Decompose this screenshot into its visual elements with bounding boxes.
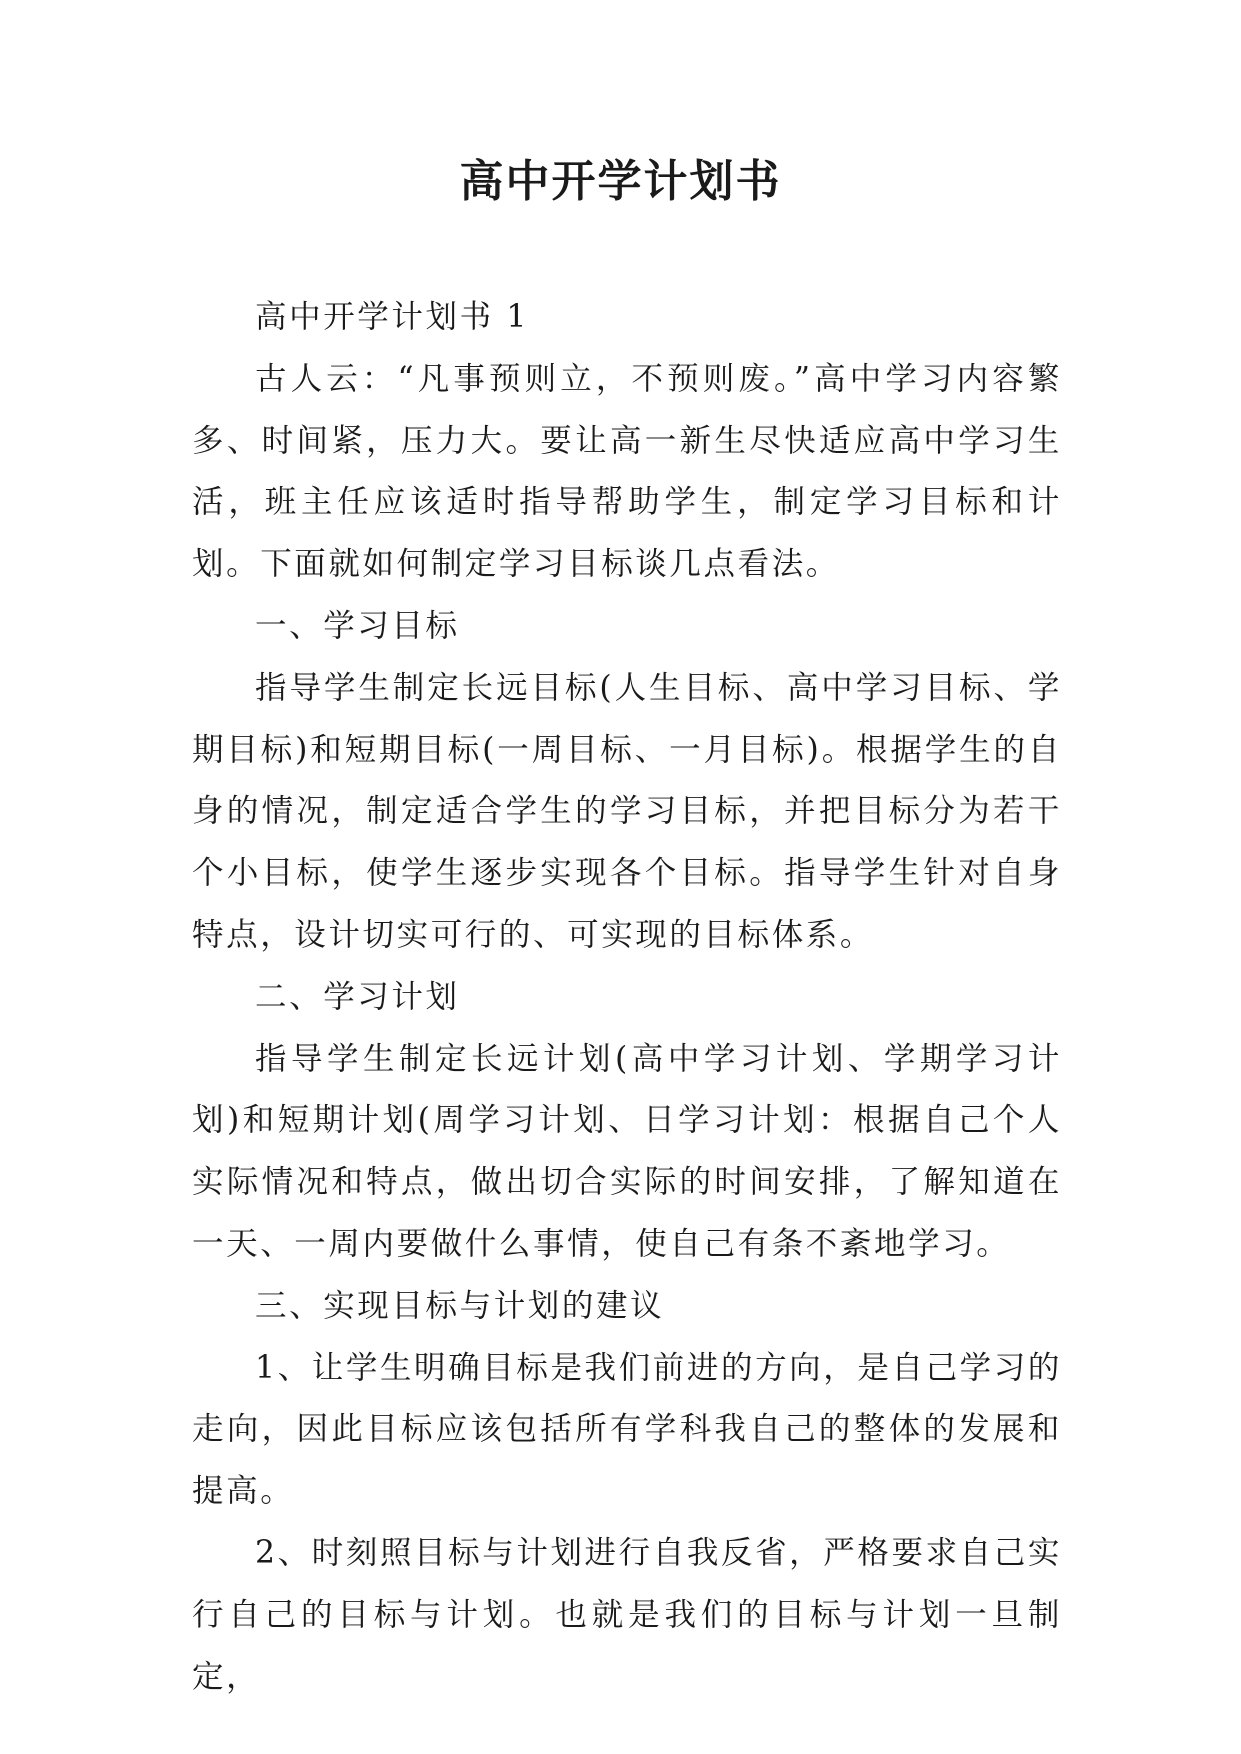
plan-paragraph: 指导学生制定长远计划(高中学习计划、学期学习计划)和短期计划(周学习计划、日学习计划：根据自己个人实际情况和特点，做出切合实际的时间安排，了解知道在一天、一周内要做什么事情，使自己有条不紊地学习。	[192, 1040, 1062, 1262]
section-heading-plan: 二、学习计划	[255, 978, 460, 1015]
intro-paragraph: 古人云：“凡事预则立，不预则废。”高中学习内容繁多、时间紧，压力大。要让高一新生尽快适应高中学习生活，班主任应该适时指导帮助学生，制定学习目标和计划。下面就如何制定学习目标谈几点看法。	[192, 360, 1062, 583]
document-body	[192, 287, 1062, 1708]
section-heading-goals: 一、学习目标	[255, 607, 460, 644]
subtitle-paragraph: 高中开学计划书 1	[255, 299, 529, 335]
suggestion-paragraph-1: 1、让学生明确目标是我们前进的方向，是自己学习的走向，因此目标应该包括所有学科我自己的整体的发展和提高。	[192, 1349, 1062, 1510]
goals-paragraph: 指导学生制定长远目标(人生目标、高中学习目标、学期目标)和短期目标(一周目标、一月目标)。根据学生的自身的情况，制定适合学生的学习目标，并把目标分为若干个小目标，使学生逐步实现各个目标。指导学生针对自身特点，设计切实可行的、可实现的目标体系。	[192, 669, 1062, 953]
section-heading-suggestions: 三、实现目标与计划的建议	[255, 1287, 665, 1324]
suggestion-paragraph-2: 2、时刻照目标与计划进行自我反省，严格要求自己实行自己的目标与计划。也就是我们的目标与计划一旦制定，	[192, 1534, 1062, 1695]
document-title: 高中开学计划书	[459, 156, 782, 207]
